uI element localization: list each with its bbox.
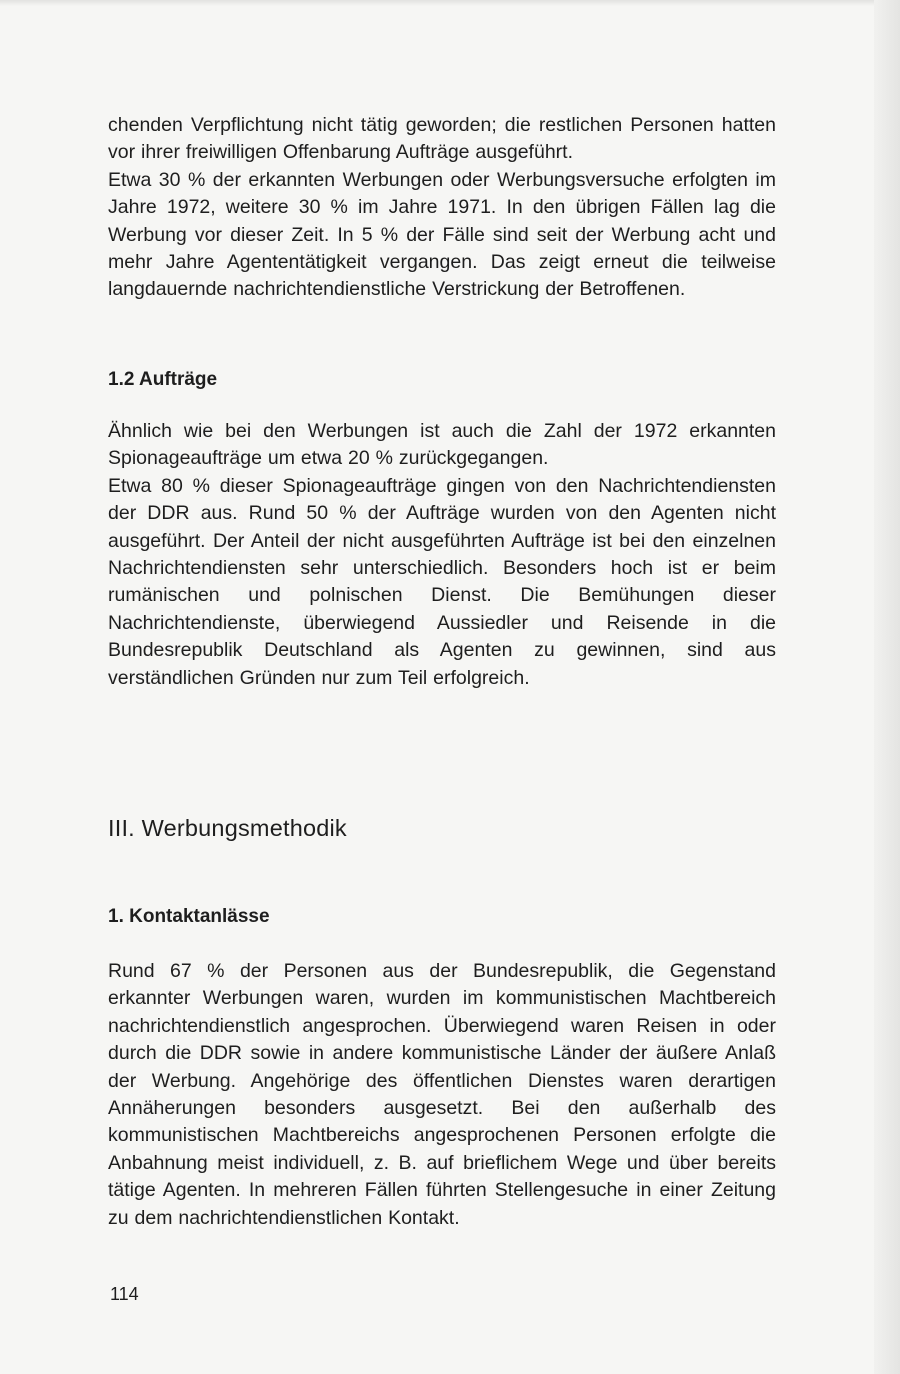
section-kontaktanlaesse-body bbox=[108, 958, 776, 1232]
paragraph-werbungen-statistik: Etwa 30 % der erkannten Werbungen oder Werbungsversuche erfolgten im Jahre 1972, weitere 30 % im Jahre 1971. In den übrigen Fällen lag die Werbung vor dieser Zeit. In 5 % der Fälle sind seit der Werbung acht und mehr Jahre Agententätigkeit vergangen. Das zeigt erneut die teilweise langdauernde nachrichtendienstliche Verstrickung der Betroffenen. bbox=[108, 168, 776, 301]
paragraph-ddr-auftraege: Etwa 80 % dieser Spionageaufträge gingen von den Nachrichtendiensten der DDR aus. Rund 50 % der Aufträge wurden von den Agenten nicht ausgeführt. Der Anteil der nicht ausgeführten Aufträge ist bei den einzelnen Nachrichtendiensten sehr unterschiedlich. Besonders hoch ist er beim rumänischen und polnischen Dienst. Die Bemühungen dieser Nachrichtendienste, überwiegend Aussiedler und Reisende in die Bundesrepublik Deutschland als Agenten zu gewinnen, sind aus verständlichen Gründen nur zum Teil erfolgreich. bbox=[108, 474, 776, 689]
paragraph-continuation: chenden Verpflichtung nicht tätig geworden; die restlichen Personen hatten vor ihrer freiwilligen Offenbarung Aufträge ausgeführt. bbox=[108, 114, 776, 164]
section-auftraege-body bbox=[108, 418, 776, 692]
body-text-top bbox=[108, 112, 776, 304]
section-heading-kontaktanlaesse: 1. Kontaktanlässe bbox=[108, 906, 270, 927]
page-right-edge-shadow bbox=[874, 0, 900, 1374]
paragraph-spionageauftraege: Ähnlich wie bei den Werbungen ist auch die Zahl der 1972 erkannten Spionageaufträge um etwa 20 % zurückgegangen. bbox=[108, 420, 776, 470]
page-top-edge-shadow bbox=[0, 0, 900, 6]
section-heading-auftraege: 1.2 Aufträge bbox=[108, 369, 218, 390]
page-number: 114 bbox=[110, 1284, 139, 1304]
chapter-heading-werbungsmethodik: III. Werbungsmethodik bbox=[108, 815, 347, 841]
paragraph-kontaktanlaesse: Rund 67 % der Personen aus der Bundesrepublik, die Gegenstand erkannter Werbungen waren, wurden im kommunistischen Machtbereich nachrichtendienstlich angesprochen. Überwiegend waren Reisen in oder durch die DDR sowie in andere kommunistische Länder der äußere Anlaß der Werbung. Angehörige des öffentlichen Dienstes waren derartigen Annäherungen besonders ausgesetzt. Bei den außerhalb des kommunistischen Machtbereichs angesprochenen Personen erfolgte die Anbahnung meist individuell, z. B. auf brieflichem Wege und über bereits tätige Agenten. In mehreren Fällen führten Stellengesuche in einer Zeitung zu dem nachrichtendienstlichen Kontakt. bbox=[108, 960, 776, 1229]
